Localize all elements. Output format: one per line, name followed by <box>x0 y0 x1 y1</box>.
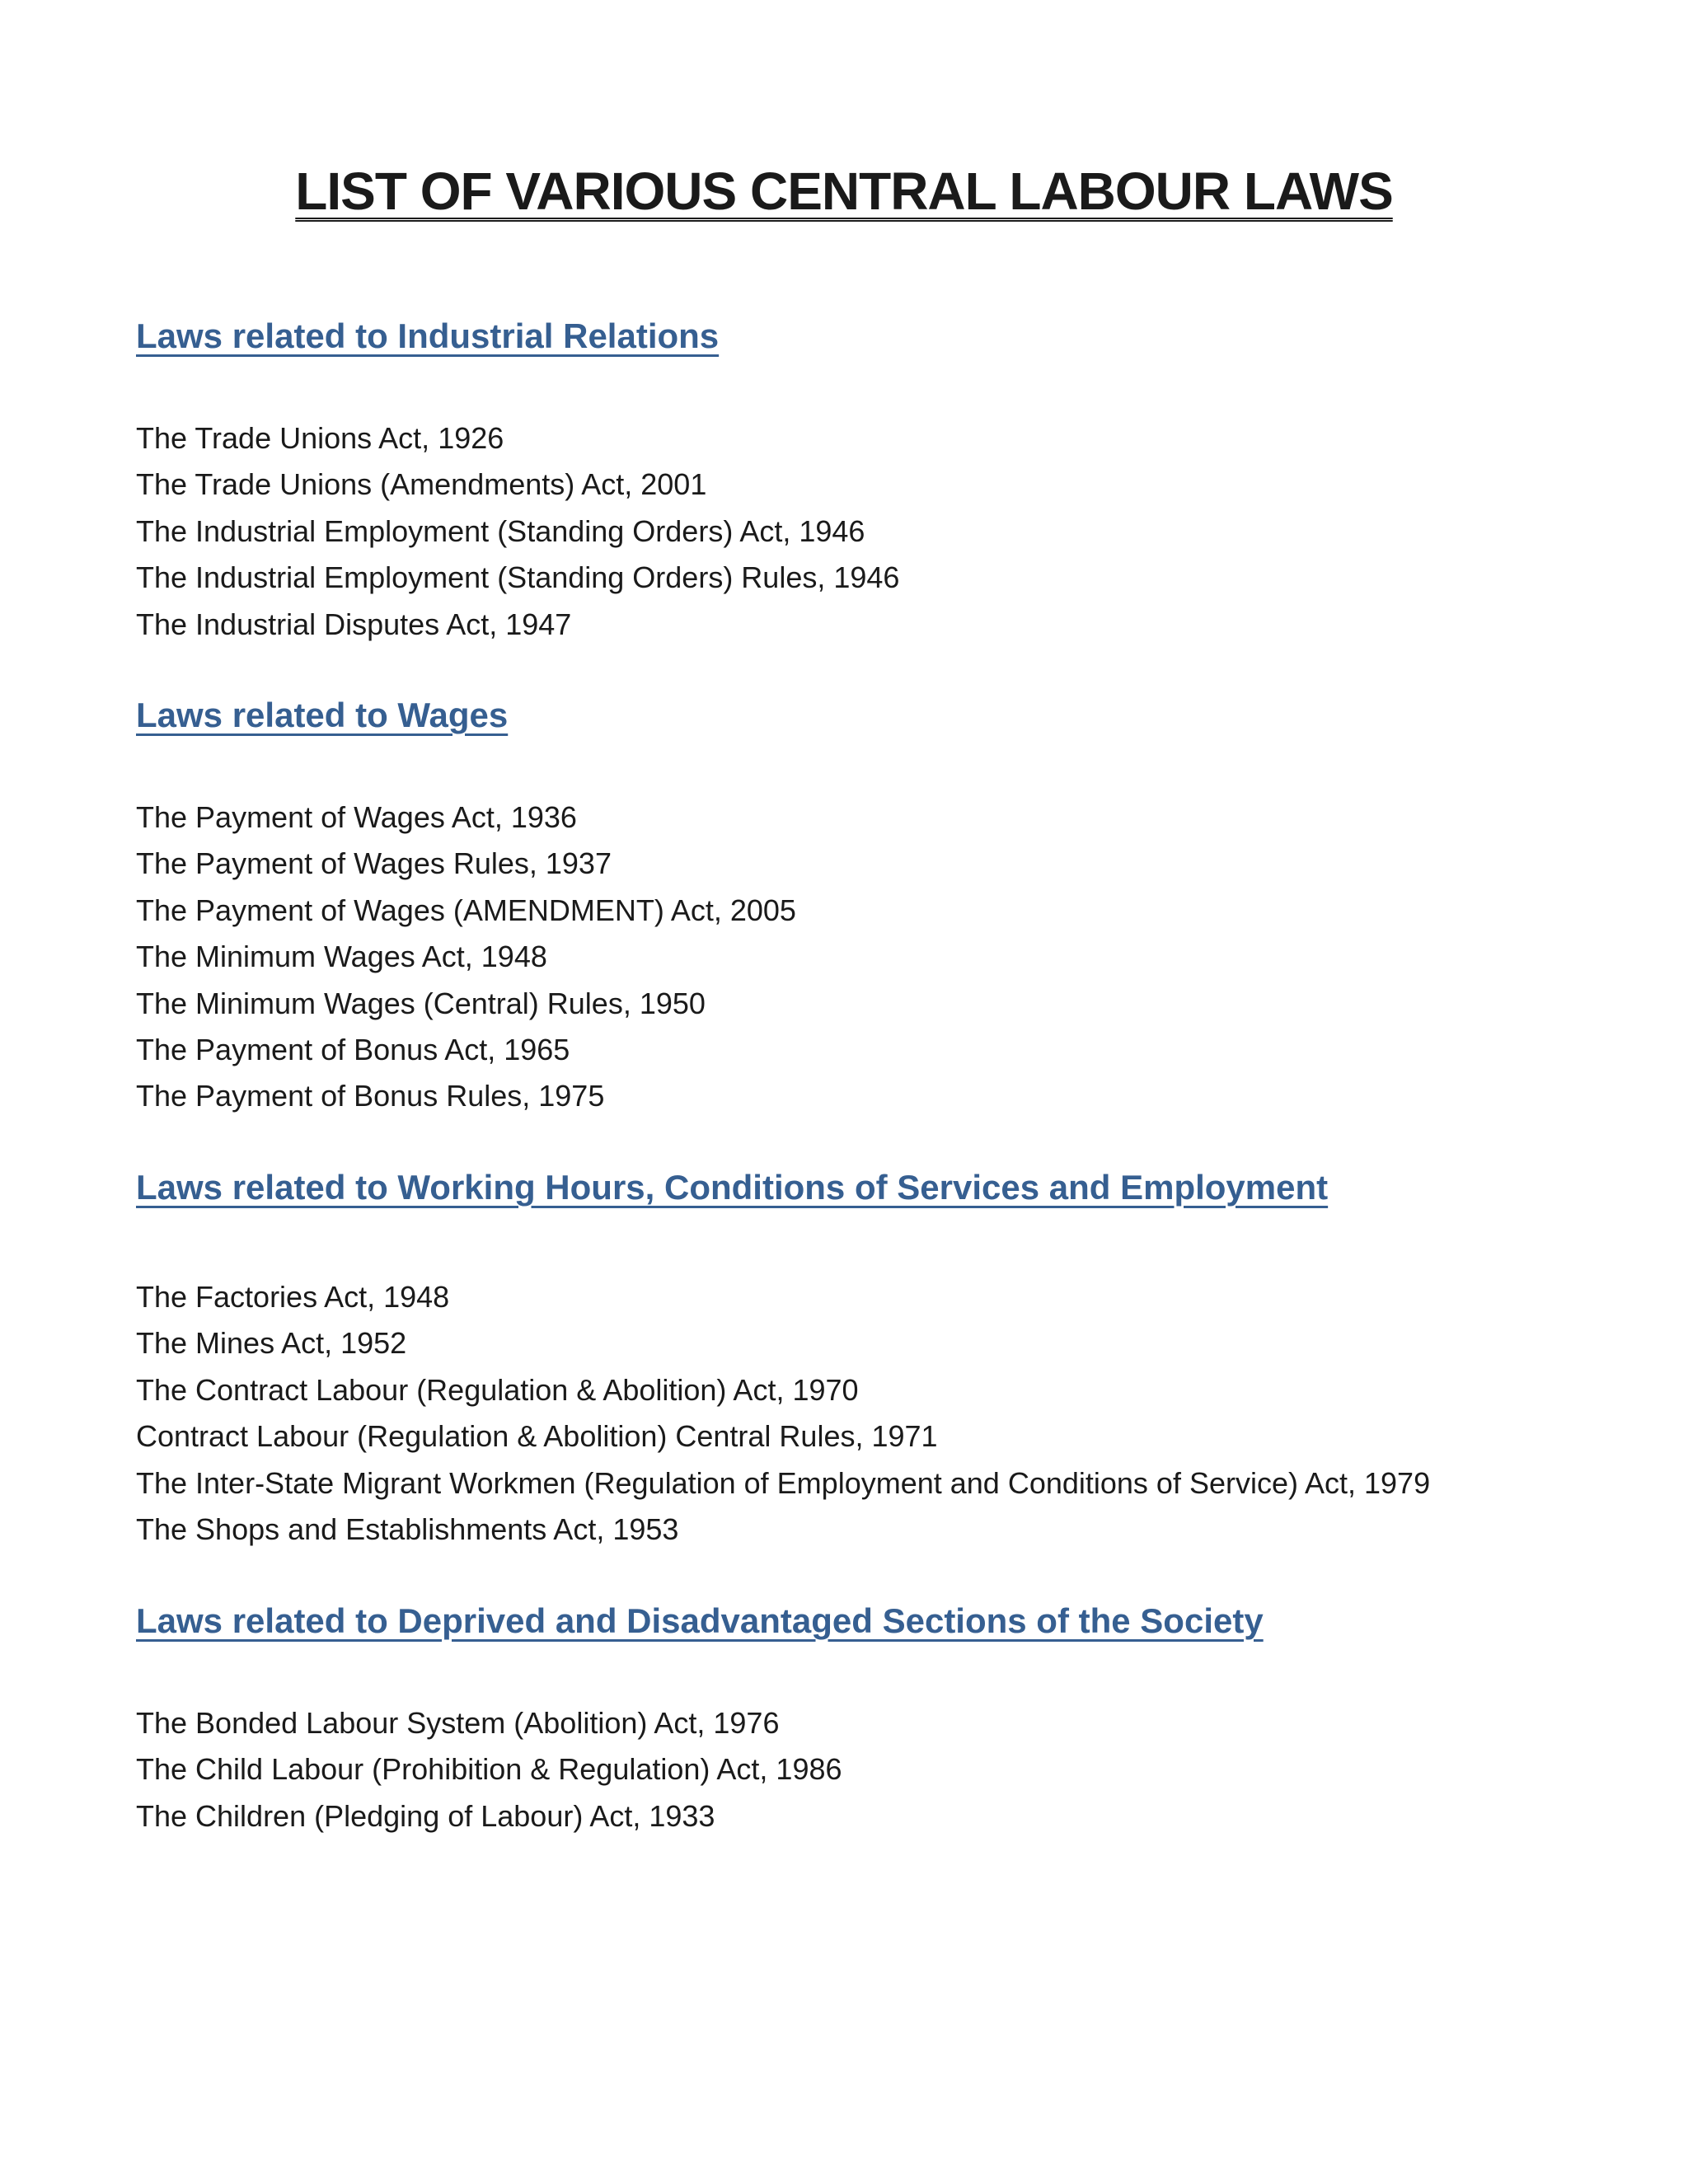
law-item: The Payment of Wages Rules, 1937 <box>136 846 612 881</box>
law-item: The Payment of Bonus Rules, 1975 <box>136 1079 605 1113</box>
law-item: The Industrial Employment (Standing Orders) Rules, 1946 <box>136 560 900 595</box>
law-item: The Children (Pledging of Labour) Act, 1933 <box>136 1798 715 1833</box>
law-item: The Mines Act, 1952 <box>136 1326 407 1361</box>
law-item: The Industrial Employment (Standing Orders) Act, 1946 <box>136 513 865 548</box>
page-title <box>0 162 1688 223</box>
page-title-text: LIST OF VARIOUS CENTRAL LABOUR LAWS <box>295 162 1393 221</box>
law-list-industrial-relations <box>136 415 899 648</box>
law-item: The Factories Act, 1948 <box>136 1280 450 1314</box>
law-list-wages <box>136 794 796 1120</box>
law-item: The Trade Unions (Amendments) Act, 2001 <box>136 467 707 502</box>
law-item: The Child Labour (Prohibition & Regulation) Act, 1986 <box>136 1752 842 1787</box>
law-item: The Payment of Bonus Act, 1965 <box>136 1032 570 1066</box>
law-item: The Shops and Establishments Act, 1953 <box>136 1511 679 1546</box>
section-heading-wages <box>136 695 508 736</box>
section-heading-text: Laws related to Industrial Relations <box>136 316 720 355</box>
section-heading-deprived-sections <box>136 1601 1264 1642</box>
law-item: The Minimum Wages Act, 1948 <box>136 940 547 974</box>
law-item: The Payment of Wages (AMENDMENT) Act, 2005 <box>136 893 796 927</box>
law-item: The Bonded Labour System (Abolition) Act, 1976 <box>136 1706 780 1740</box>
law-item: The Minimum Wages (Central) Rules, 1950 <box>136 986 706 1020</box>
section-heading-text: Laws related to Working Hours, Conditions of Services and Employment <box>136 1168 1329 1207</box>
law-list-working-hours <box>136 1274 1430 1553</box>
section-heading-industrial-relations <box>136 316 719 357</box>
law-item: The Industrial Disputes Act, 1947 <box>136 607 572 641</box>
law-item: The Trade Unions Act, 1926 <box>136 421 504 455</box>
law-item: The Contract Labour (Regulation & Abolition) Act, 1970 <box>136 1372 859 1407</box>
law-list-deprived-sections <box>136 1700 842 1840</box>
law-item: The Inter-State Migrant Workmen (Regulation of Employment and Conditions of Service) Act, 1979 <box>136 1465 1431 1500</box>
section-heading-working-hours <box>136 1167 1328 1208</box>
law-item: Contract Labour (Regulation & Abolition) Central Rules, 1971 <box>136 1419 938 1454</box>
section-heading-text: Laws related to Deprived and Disadvantaged Sections of the Society <box>136 1601 1264 1640</box>
law-item: The Payment of Wages Act, 1936 <box>136 800 577 834</box>
section-heading-text: Laws related to Wages <box>136 696 509 734</box>
